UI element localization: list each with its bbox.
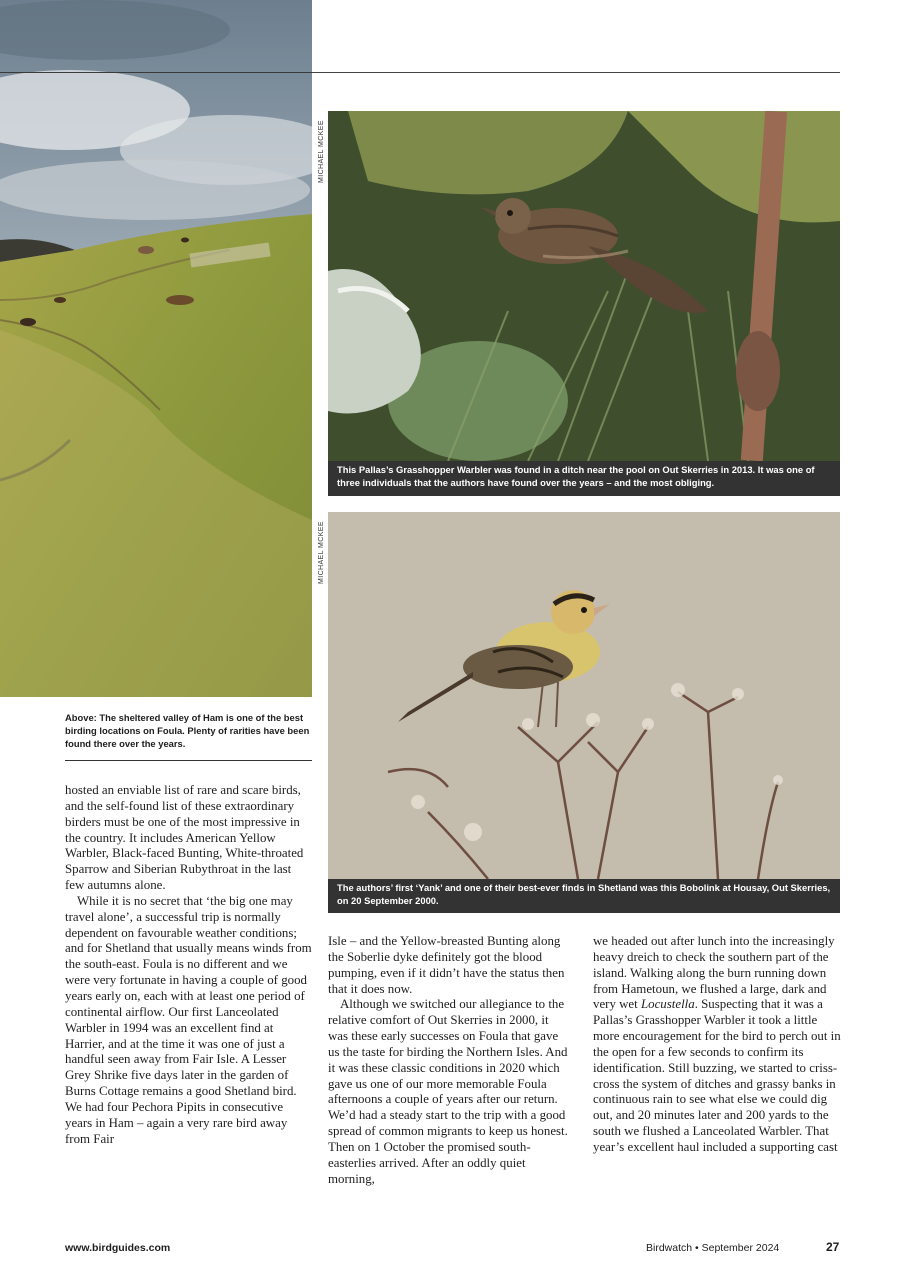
bobolink-image: [328, 512, 840, 879]
photo-credit-top: MICHAEL MCKEE: [318, 120, 325, 183]
footer-magazine-issue: Birdwatch • September 2024: [646, 1242, 780, 1254]
text-run: we headed out after lunch into the increasingly heavy dreich to check the southern part of the island. Walking along the burn running down from Hametoun, we flushed a large, dark and very wet: [593, 934, 835, 1012]
paragraph: While it is no secret that ‘the big one may travel alone’, a successful trip is normally dependent on favourable weather conditions; and for Shetland that usually means winds from the south-east. Foula is no different and we were very fortunate in having a couple of good years early on, each with at least one period of continental airflow. Our first Lanceolated Warbler in 1994 was an excellent find at Harrier, and at the time it was one of just a handful seen away from Fair Isle. A Lesser Grey Shrike five days later in the garden of Burns Cottage remains a good Shetland bird. We had four Pechora Pipits in consecutive years in Ham – again a very rare bird away from Fair: [65, 893, 312, 1146]
article-column-3: [593, 934, 845, 1156]
article-column-1: [65, 783, 313, 1147]
landscape-image: [0, 0, 312, 697]
foula-ham-valley-photo: [0, 0, 312, 697]
photo-credit-bottom: MICHAEL MCKEE: [318, 521, 325, 584]
paragraph: Isle – and the Yellow-breasted Bunting along the Soberlie dyke definitely got the blood pumping, even if it didn’t have the status then that it does now.: [328, 934, 565, 996]
header-rule: [312, 72, 840, 73]
footer-url-link[interactable]: www.birdguides.com: [65, 1242, 171, 1254]
article-column-2: [328, 934, 568, 1188]
pallass-grasshopper-warbler-photo: [328, 111, 840, 461]
header-rule-left: [0, 72, 312, 73]
caption-rule: [65, 760, 312, 761]
caption-bobolink: The authors’ first ‘Yank’ and one of their best-ever finds in Shetland was this Bobolink at Housay, Out Skerries, on 20 September 2000.: [328, 879, 840, 913]
paragraph: [593, 934, 845, 1156]
caption-ham-valley: Above: The sheltered valley of Ham is one of the best birding locations on Foula. Plenty of rarities have been found there over the years.: [65, 712, 310, 749]
paragraph: Although we switched our allegiance to the relative comfort of Out Skerries in 2000, it was these early successes on Foula that gave us the taste for birding the Northern Isles. And it was these classic conditions in 2020 which gave us one of our more memorable Foula afternoons a couple of years after our return. We’d had a steady start to the trip with a good spread of common migrants to keep us honest. Then on 1 October the promised south-easterlies arrived. After an oddly quiet morning,: [328, 997, 568, 1186]
bobolink-photo: [328, 512, 840, 879]
page-number: 27: [826, 1240, 840, 1254]
text-run: . Suspecting that it was a Pallas’s Grasshopper Warbler it took a little more encouragement for the bird to perch out in the open for a few seconds to confirm its identification. Still buzzing, we started to criss-cross the system of ditches and grassy banks in continuous rain to see what else we could dig out, and 20 minutes later and 200 yards to the south we flushed a Lanceolated Warbler. That year’s excellent haul included a supporting cast: [593, 997, 841, 1154]
caption-warbler: This Pallas’s Grasshopper Warbler was found in a ditch near the pool on Out Skerries in 2013. It was one of three individuals that the authors have found over the years – and the most obliging.: [328, 461, 840, 496]
species-italic: Locustella: [640, 997, 695, 1012]
paragraph: hosted an enviable list of rare and scare birds, and the self-found list of these extraordinary birders must be one of the most impressive in the country. It includes American Yellow Warbler, Black-faced Bunting, White-throated Sparrow and Siberian Rubythroat in the last few autumns alone.: [65, 783, 304, 893]
warbler-image: [328, 111, 840, 461]
